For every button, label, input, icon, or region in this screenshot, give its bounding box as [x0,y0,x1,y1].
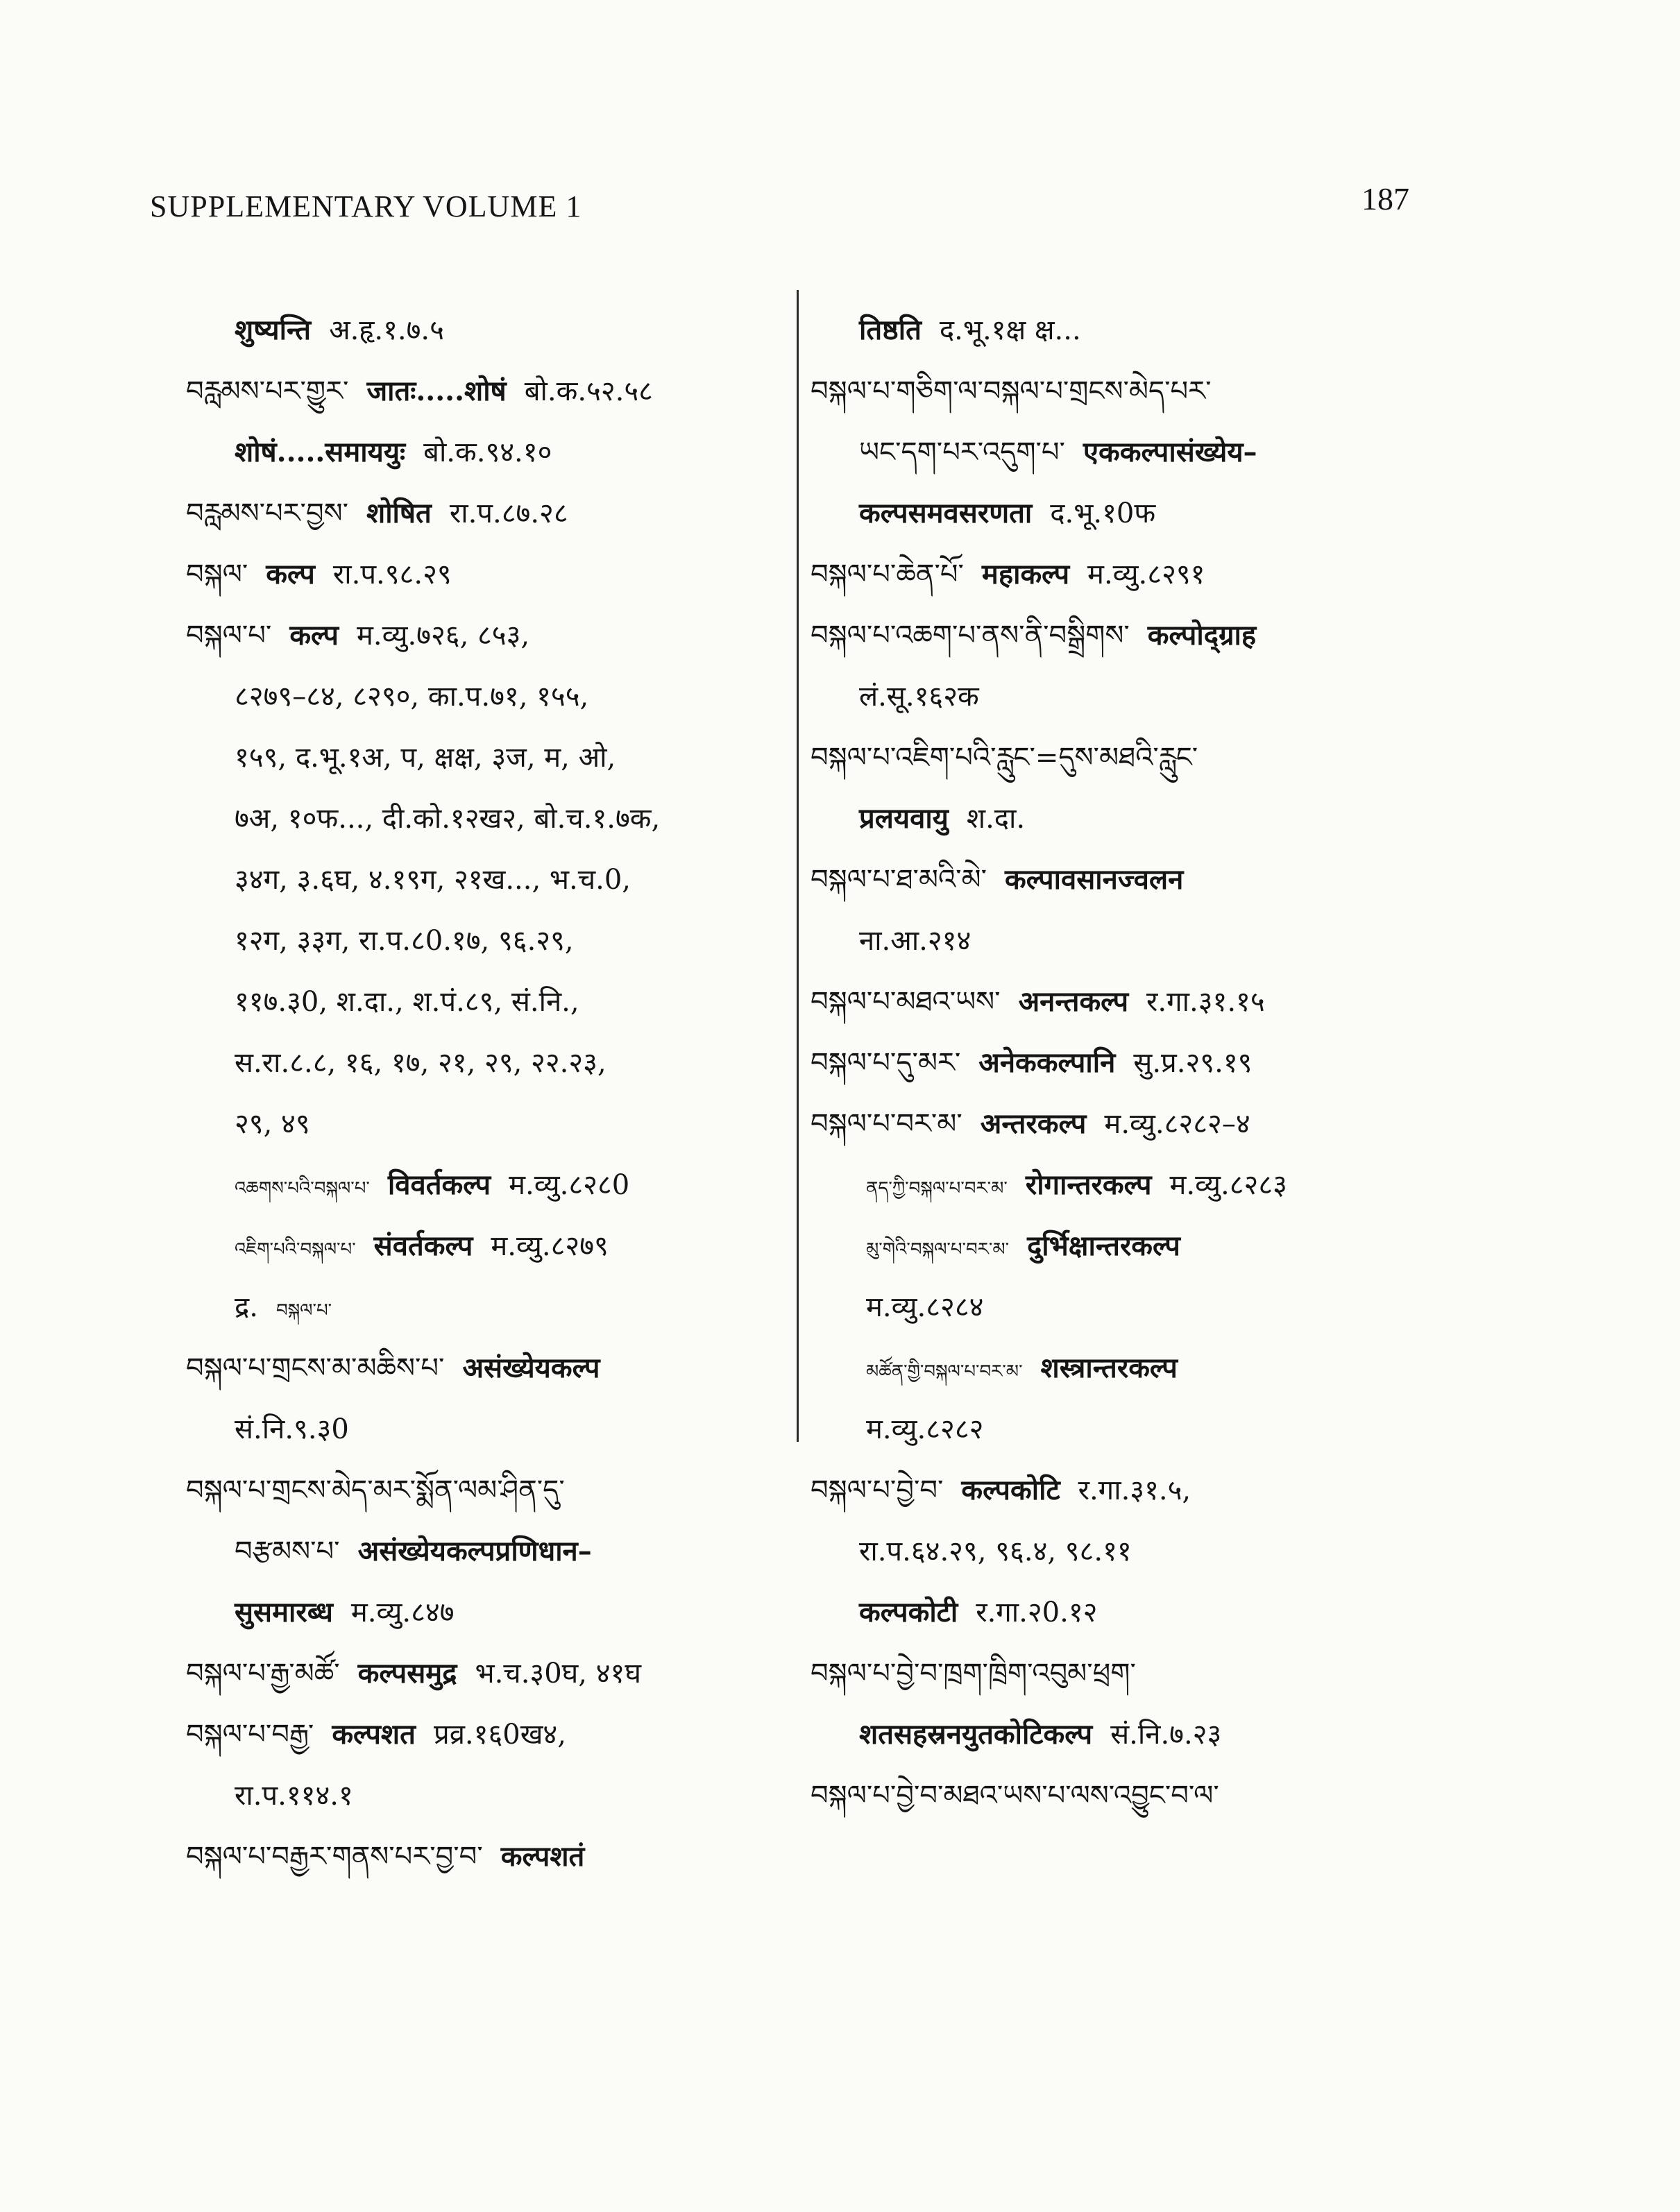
entry-line [811,361,1504,422]
sanskrit-term: प्रलयवायु [859,802,949,835]
sanskrit-term: तिष्ठति [859,314,922,346]
source-reference: बो.क.९४.१० [423,436,552,468]
tibetan-term: བསྐལ་པ་འཆག་པ་ནས་ནི་བསྒྲིགས་ [811,620,1130,652]
sanskrit-term: दुर्भिक्षान्तरकल्प [1027,1230,1180,1262]
tibetan-term: མཚོན་གྱི་བསྐལ་པ་བར་མ་ [866,1361,1023,1382]
entry-line [811,666,1504,727]
source-reference: म.व्यु.७२६, ८५३, [356,620,530,652]
source-reference: अ.हृ.१.७.५ [329,314,444,346]
source-reference: स.रा.८.८, १६, १७, २१, २९, २२.२३, [235,1047,606,1079]
source-reference: म.व्यु.८२८२–४ [1104,1108,1250,1140]
entry-line [811,849,1504,910]
tibetan-term: ཡང་དག་པར་འདུག་པ་ [859,436,1065,468]
entry-line [186,300,783,361]
entry-line [811,1704,1504,1765]
entry-line [186,849,783,910]
entry-line [811,422,1504,483]
tibetan-term: བརླམས་པར་བྱས་ [186,497,348,529]
entry-line [186,1643,783,1704]
source-reference: द्र. [235,1291,258,1323]
sanskrit-term: सुसमारब्ध [235,1596,333,1628]
source-reference: ना.आ.२१४ [859,925,971,957]
entry-line [811,1155,1504,1216]
source-reference: र.गा.३१.१५ [1146,986,1265,1018]
tibetan-term: འཇིག་པའི་བསྐལ་པ་ [235,1239,356,1260]
source-reference: ७अ, १०फ..., दी.को.१२ख२, बो.च.१.७क, [235,803,661,835]
tibetan-term: བསྐལ་པ་བརྒྱ་ [186,1719,314,1751]
sanskrit-term: महाकल्प [981,558,1070,590]
sanskrit-term: कल्पोद्ग्राह [1147,619,1257,652]
source-reference: र.गा.२0.१२ [976,1597,1098,1628]
entry-line [186,1399,783,1460]
source-reference: प्रव्र.१६0ख४, [433,1719,566,1751]
entry-line [811,1643,1504,1704]
sanskrit-term: कल्प [266,558,315,590]
tibetan-term: བསྐལ་པ་བར་མ་ [811,1108,962,1140]
entry-line [811,971,1504,1032]
sanskrit-term: रोगान्तरकल्प [1025,1168,1152,1201]
sanskrit-term: कल्पकोटि [961,1474,1060,1506]
right-column [811,300,1504,1826]
source-reference: रा.प.६४.२९, ९६.४, ९८.११ [859,1535,1132,1567]
source-reference: रा.प.९८.२९ [332,559,452,590]
entry-line [186,1582,783,1643]
sanskrit-term: अनेककल्पानि [978,1046,1116,1079]
entry-line [811,1216,1504,1277]
source-reference: म.व्यु.८२८२ [866,1413,984,1445]
entry-line [186,788,783,849]
source-reference: म.व्यु.८२८0 [509,1169,630,1201]
tibetan-term: བསྐལ་པ་འཇིག་པའི་རླུང་=དུས་མཐའི་རླུང་ [811,742,1198,774]
tibetan-term: བསྐལ་པ་གྲངས་མ་མཆིས་པ་ [186,1352,445,1384]
tibetan-term: བསྐལ་པ་བརྒྱར་གནས་པར་བྱ་བ་ [186,1841,483,1873]
sanskrit-term: विवर्तकल्प [387,1168,491,1201]
tibetan-term: བསྐལ་པ་ [275,1300,332,1321]
page-number: 187 [1361,181,1409,216]
entry-line [186,910,783,971]
sanskrit-term: कल्प [289,619,339,652]
source-reference: रा.प.८७.२८ [449,497,568,529]
source-reference: सं.नि.९.३0 [235,1413,349,1445]
sanskrit-term: कल्पावसानज्वलन [1005,863,1184,896]
sanskrit-term: शस्त्रान्तरकल्प [1040,1352,1178,1384]
tibetan-term: བསྐལ་པ་བྱེ་བ་ཁྲག་ཁྲིག་འབུམ་ཕྲག་ [811,1658,1136,1690]
sanskrit-term: अन्तरकल्प [980,1107,1087,1140]
source-reference: म.व्यु.८२७९ [491,1230,609,1262]
entry-line [186,1521,783,1582]
entry-line [811,1765,1504,1826]
sanskrit-term: कल्पसमुद्र [357,1657,457,1690]
entry-line [186,1216,783,1277]
tibetan-term: བསྐལ་པ་གཅིག་ལ་བསྐལ་པ་གྲངས་མེད་པར་ [811,375,1212,407]
column-divider [797,290,799,1442]
entry-line [186,666,783,727]
sanskrit-term: शतसहस्रनयुतकोटिकल्प [859,1718,1093,1751]
source-reference: द.भू.१0फ [1050,497,1156,529]
source-reference: म.व्यु.८४७ [350,1597,455,1628]
entry-line [186,1094,783,1155]
entry-line [811,1460,1504,1521]
entry-line [811,300,1504,361]
entry-line [186,1704,783,1765]
entry-line [186,1155,783,1216]
entry-line [186,422,783,483]
source-reference: सं.नि.७.२३ [1110,1719,1222,1751]
tibetan-term: བསྐལ་པ་བྱེ་བ་ [811,1474,944,1506]
entry-line [811,727,1504,788]
running-head: SUPPLEMENTARY VOLUME 1 [150,189,582,223]
entry-line [186,1338,783,1399]
tibetan-term: བསྐལ་པ་རྒྱ་མཚོ་ [186,1658,340,1690]
source-reference: म.व्यु.८२८३ [1169,1169,1287,1201]
source-reference: ११७.३0, श.दा., श.पं.८९, सं.नि., [235,986,579,1018]
tibetan-term: བསྐལ་པ་གྲངས་མེད་མར་སྨོན་ལམ་ཤིན་དུ་ [186,1474,565,1506]
entry-line [811,544,1504,605]
tibetan-term: བརྩམས་པ་ [235,1535,340,1567]
source-reference: म.व्यु.८२८४ [866,1291,984,1323]
source-reference: २९, ४९ [235,1108,310,1140]
entry-line [186,727,783,788]
tibetan-term: ནད་ཀྱི་བསྐལ་པ་བར་མ་ [866,1178,1008,1199]
sanskrit-term: असंख्येयकल्पप्रणिधान– [357,1535,592,1567]
sanskrit-term: अनन्तकल्प [1018,985,1129,1018]
source-reference: रा.प.११४.१ [235,1780,353,1812]
entry-line [811,1521,1504,1582]
entry-line [811,788,1504,849]
sanskrit-term: शोषं.....समाययुः [235,436,406,468]
entry-line [186,361,783,422]
tibetan-term: བསྐལ་པ་ཆེན་པོ་ [811,559,964,590]
source-reference: सु.प्र.२९.१९ [1133,1047,1253,1079]
entry-line [811,1094,1504,1155]
source-reference: बो.क.५२.५८ [524,375,653,407]
source-reference: र.गा.३१.५, [1078,1474,1191,1506]
entry-line [811,1032,1504,1094]
entry-line [811,483,1504,544]
entry-line [811,605,1504,666]
tibetan-term: བསྐལ་པ་དུ་མར་ [811,1047,961,1079]
source-reference: ३४ग, ३.६घ, ४.१९ग, २१ख..., भ.च.0, [235,864,631,896]
entry-line [186,483,783,544]
sanskrit-term: शोषित [366,497,432,529]
source-reference: १२ग, ३३ग, रा.प.८0.१७, ९६.२९, [235,925,574,957]
entry-line [811,1399,1504,1460]
tibetan-term: བསྐལ་པ་བྱེ་བ་མཐའ་ཡས་པ་ལས་འབྱུང་བ་ལ་ [811,1780,1219,1812]
entry-line [186,605,783,666]
tibetan-term: མུ་གེའི་བསྐལ་པ་བར་མ་ [866,1239,1010,1260]
tibetan-term: བསྐལ་པ་མཐའ་ཡས་ [811,986,1001,1018]
source-reference: ८२७९–८४, ८२९०, का.प.७१, १५५, [235,681,589,713]
entry-line [186,1826,783,1887]
source-reference: द.भू.१क्ष क्ष... [939,314,1081,346]
source-reference: भ.च.३0घ, ४१घ [475,1658,641,1690]
entry-line [811,1338,1504,1399]
tibetan-term: བསྐལ་ [186,559,248,590]
sanskrit-term: कल्पशतं [500,1840,585,1873]
entry-line [186,1032,783,1094]
entry-line [186,971,783,1032]
tibetan-term: བསྐལ་པ་ [186,620,272,652]
sanskrit-term: कल्पसमवसरणता [859,497,1033,529]
sanskrit-term: एककल्पासंख्येय– [1083,436,1257,468]
tibetan-term: བསྐལ་པ་ཐ་མའི་མེ་ [811,864,987,896]
sanskrit-term: जातः.....शोषं [366,375,507,407]
source-reference: लं.सू.१६२क [859,681,979,713]
entry-line [811,1277,1504,1338]
sanskrit-term: कल्पशत [332,1718,416,1751]
source-reference: म.व्यु.८२९१ [1087,559,1205,590]
left-column [186,300,783,1887]
sanskrit-term: शुष्यन्ति [235,314,312,346]
entry-line [186,544,783,605]
sanskrit-term: कल्पकोटी [859,1596,958,1628]
tibetan-term: བརླམས་པར་གྱུར་ [186,375,349,407]
entry-line [186,1460,783,1521]
source-reference: १५९, द.भू.१अ, प, क्षक्ष, ३ज, म, ओ, [235,742,616,774]
sanskrit-term: असंख्येयकल्प [462,1352,600,1384]
entry-line [186,1277,783,1338]
sanskrit-term: संवर्तकल्प [373,1230,473,1262]
entry-line [811,910,1504,971]
source-reference: श.दा. [966,803,1026,835]
tibetan-term: འཆགས་པའི་བསྐལ་པ་ [235,1178,370,1199]
entry-line [186,1765,783,1826]
entry-line [811,1582,1504,1643]
